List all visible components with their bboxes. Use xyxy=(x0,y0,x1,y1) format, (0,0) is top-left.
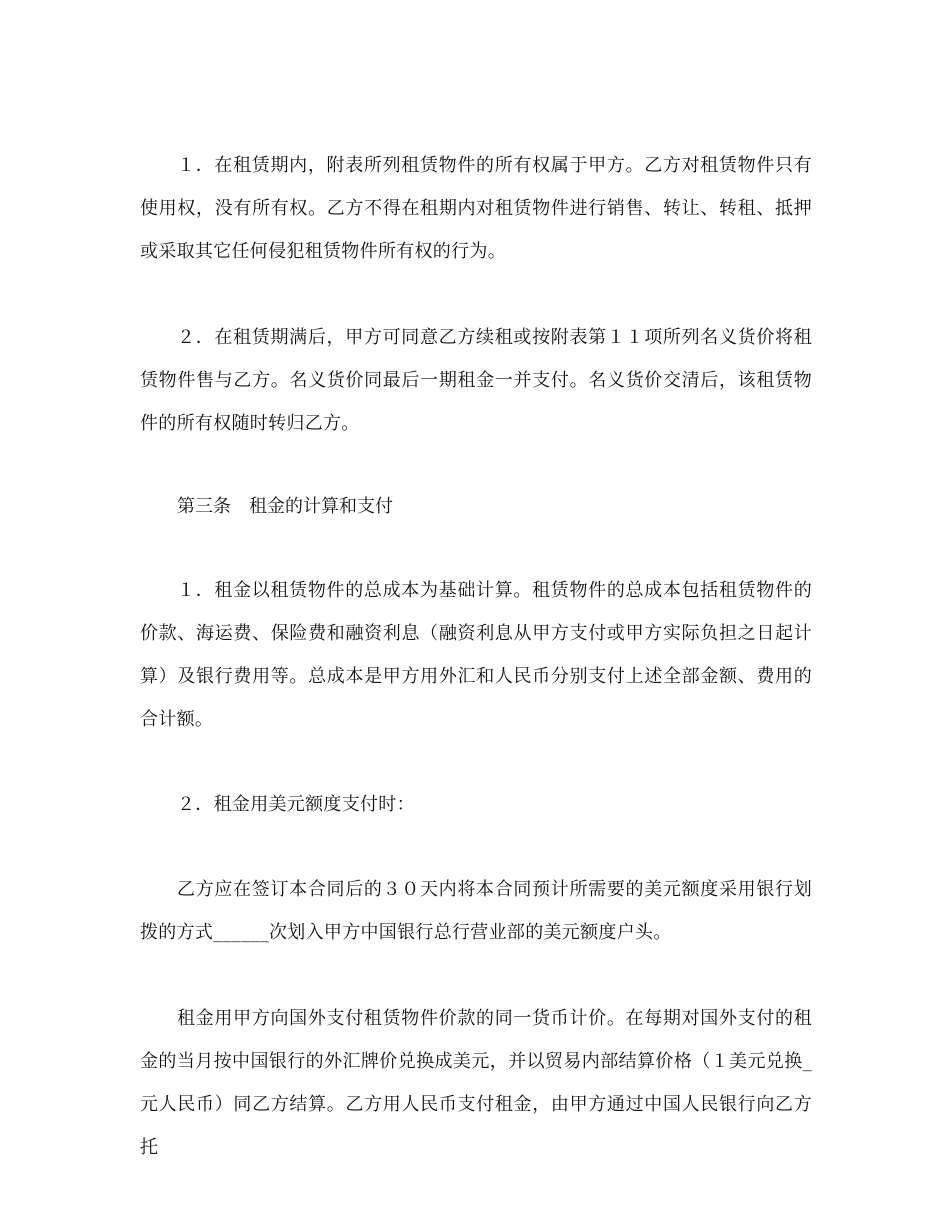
rent-currency-paragraph: 租金用甲方向国外支付租赁物件价款的同一货币计价。在每期对国外支付的租金的当月按中国银行的外汇牌价兑换成美元，并以贸易内部结算价格（１美元兑换_元人民币）同乙方结算。乙方用人民币支付租金，由甲方通过中国人民银行向乙方托 xyxy=(140,1008,812,1158)
clause-ownership-paragraph: １．在租赁期内，附表所列租赁物件的所有权属于甲方。乙方对租赁物件只有使用权，没有所有权。乙方不得在租期内对租赁物件进行销售、转让、转租、抵押或采取其它任何侵犯租赁物件所有权的行为。 xyxy=(140,155,812,262)
article-three-heading: 第三条 租金的计算和支付 xyxy=(177,496,393,517)
rent-calculation-paragraph: １．租金以租赁物件的总成本为基础计算。租赁物件的总成本包括租赁物件的价款、海运费、保险费和融资利息（融资利息从甲方支付或甲方实际负担之日起计算）及银行费用等。总成本是甲方用外汇和人民币分别支付上述全部金额、费用的合计额。 xyxy=(140,580,812,730)
usd-payment-heading: ２．租金用美元额度支付时： xyxy=(177,794,415,815)
usd-quota-transfer-paragraph: 乙方应在签订本合同后的３０天内将本合同预计所需要的美元额度采用银行划拨的方式______次划入甲方中国银行总行营业部的美元额度户头。 xyxy=(140,879,812,943)
clause-purchase-option-paragraph: ２．在租赁期满后，甲方可同意乙方续租或按附表第１１项所列名义货价将租赁物件售与乙方。名义货价同最后一期租金一并支付。名义货价交清后，该租赁物件的所有权随时转归乙方。 xyxy=(140,327,812,434)
